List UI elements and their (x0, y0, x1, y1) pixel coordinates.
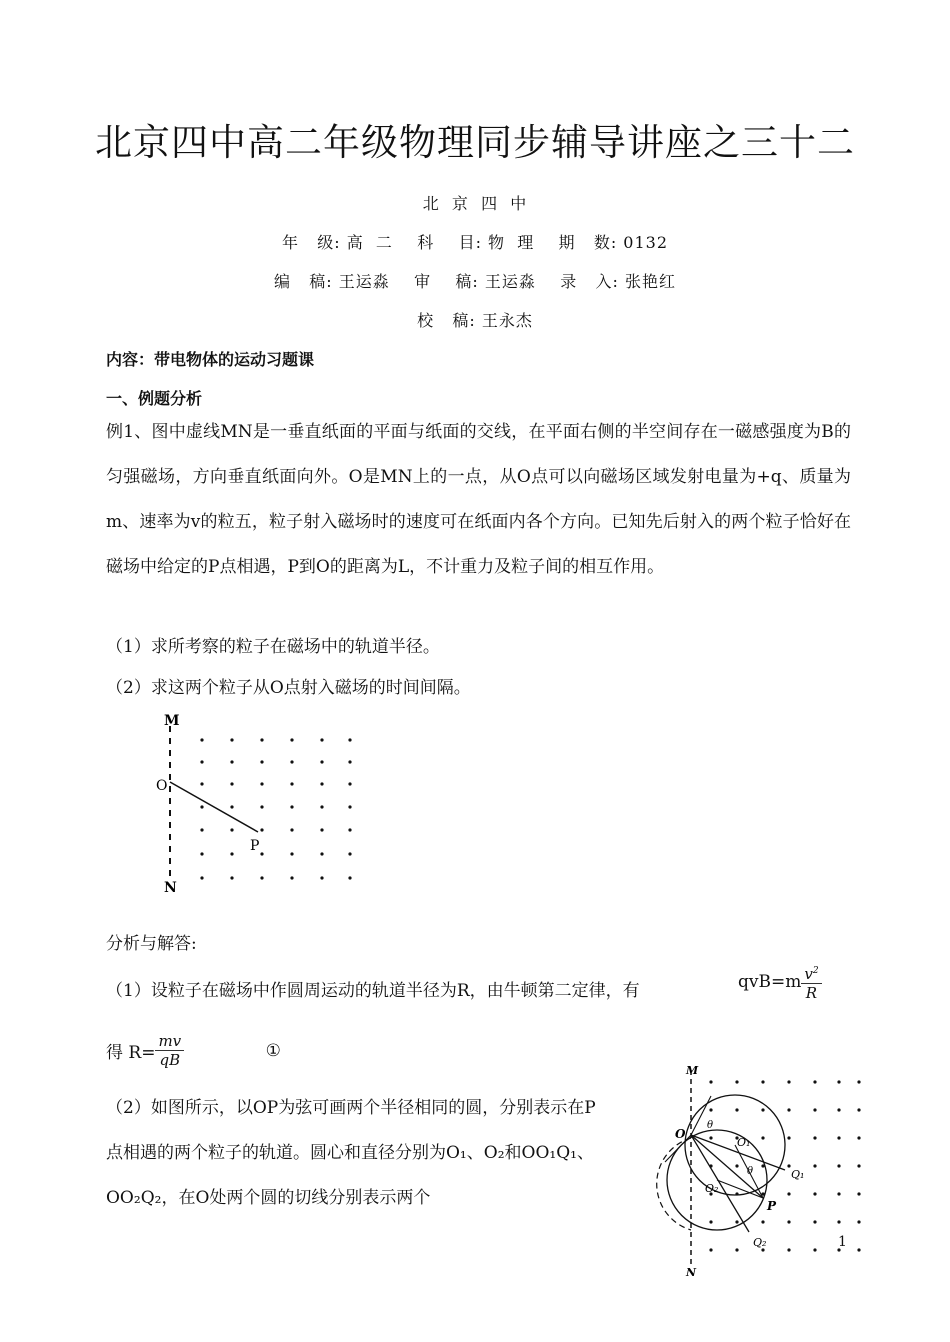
formula-prefix: qvB=m (738, 972, 802, 992)
field-dot (735, 1220, 738, 1223)
label-n: N (164, 880, 177, 896)
field-dot (230, 828, 233, 831)
field-dot (200, 782, 203, 785)
field-dot (348, 876, 351, 879)
field-dot (260, 876, 263, 879)
field-dot (857, 1136, 860, 1139)
field-dot (348, 782, 351, 785)
field-dot (348, 738, 351, 741)
field-dot (200, 738, 203, 741)
field-dot (320, 782, 323, 785)
field-dot (290, 805, 293, 808)
field-dot (837, 1220, 840, 1223)
field-dot (813, 1136, 816, 1139)
field-dots (709, 1080, 860, 1251)
diameter-oq2 (691, 1135, 749, 1232)
field-dot (813, 1248, 816, 1251)
field-dot (320, 738, 323, 741)
field-dot (320, 852, 323, 855)
field-dot (260, 852, 263, 855)
label-o: O (675, 1127, 686, 1141)
field-dot (230, 876, 233, 879)
meta-line-editors: 编 稿: 王运淼 审 稿: 王运淼 录 入: 张艳红 (274, 272, 676, 291)
field-dot (290, 738, 293, 741)
field-dot (837, 1080, 840, 1083)
result-prefix: 得 R= (106, 1043, 156, 1063)
field-dot (260, 760, 263, 763)
field-dot (709, 1220, 712, 1223)
field-dot (857, 1220, 860, 1223)
field-dot (837, 1164, 840, 1167)
field-dot (290, 876, 293, 879)
field-dot (200, 876, 203, 879)
field-dot (761, 1220, 764, 1223)
result-fraction (155, 1032, 184, 1069)
field-dot (709, 1080, 712, 1083)
field-dot (837, 1108, 840, 1111)
meta-line-proofreader: 校 稿: 王永杰 (417, 311, 533, 330)
equation-marker: ① (265, 1040, 281, 1061)
page-title: 北京四中高二年级物理同步辅导讲座之三十二 (95, 121, 855, 164)
field-dot (348, 828, 351, 831)
field-dot (290, 828, 293, 831)
field-dot (787, 1220, 790, 1223)
field-dot (813, 1080, 816, 1083)
field-dot (787, 1108, 790, 1111)
field-dot (230, 760, 233, 763)
field-dot (857, 1080, 860, 1083)
label-q2: Q₂ (753, 1236, 767, 1249)
field-dot (290, 782, 293, 785)
field-dot (200, 760, 203, 763)
label-p: P (767, 1199, 777, 1213)
field-dot (290, 852, 293, 855)
field-dot (857, 1248, 860, 1251)
label-o1: O₁ (737, 1136, 751, 1149)
page-number: 1 (838, 1234, 847, 1250)
segment-op (170, 782, 258, 832)
field-dot (348, 852, 351, 855)
field-dot (709, 1136, 712, 1139)
field-dot (857, 1108, 860, 1111)
formula-fraction (801, 962, 821, 1002)
formula-numerator: $v^2$ (801, 962, 821, 984)
field-dot (260, 738, 263, 741)
radius-result (106, 1032, 281, 1069)
label-theta-2: θ (747, 1166, 754, 1177)
field-dot (230, 852, 233, 855)
field-dot (320, 876, 323, 879)
label-o: O (156, 778, 168, 794)
field-dot (709, 1248, 712, 1251)
figure-1-magnetic-field (150, 712, 370, 897)
field-dot (320, 805, 323, 808)
school-name: 北 京 四 中 (422, 194, 528, 213)
question-2: （2）求这两个粒子从O点射入磁场的时间间隔。 (106, 678, 471, 698)
field-dot (787, 1136, 790, 1139)
field-dot (200, 805, 203, 808)
field-dot (230, 805, 233, 808)
topic-heading: 内容：带电物体的运动习题课 (106, 350, 315, 369)
label-q1: Q₁ (791, 1168, 805, 1181)
field-dot (837, 1136, 840, 1139)
label-n: N (686, 1266, 697, 1279)
field-dot (230, 738, 233, 741)
label-theta-1: θ (707, 1120, 714, 1131)
answer-2-text: （2）如图所示，以OP为弦可画两个半径相同的圆，分别表示在P点相遇的两个粒子的轨道。圆心和直径分别为O₁、O₂和OO₁Q₁、OO₂Q₂，在O处两个圆的切线分别表示两个 (106, 1098, 596, 1208)
result-denominator: qB (159, 1051, 181, 1069)
field-dot (260, 805, 263, 808)
field-dot (787, 1080, 790, 1083)
field-dot (230, 782, 233, 785)
formula-denominator: R (805, 984, 818, 1002)
field-dot (260, 828, 263, 831)
field-dot (290, 760, 293, 763)
field-dots (200, 738, 351, 879)
field-dot (200, 852, 203, 855)
field-dot (761, 1136, 764, 1139)
label-p: P (250, 838, 260, 854)
field-dot (813, 1164, 816, 1167)
field-dot (813, 1192, 816, 1195)
field-dot (787, 1192, 790, 1195)
question-1: （1）求所考察的粒子在磁场中的轨道半径。 (106, 637, 440, 657)
field-dot (787, 1248, 790, 1251)
field-dot (348, 760, 351, 763)
section-heading: 一、例题分析 (106, 389, 203, 408)
result-numerator: mv (155, 1032, 184, 1051)
field-dot (813, 1220, 816, 1223)
label-o2: O₂ (705, 1182, 719, 1195)
field-dot (320, 760, 323, 763)
field-dot (837, 1192, 840, 1195)
field-dot (200, 828, 203, 831)
field-dot (735, 1108, 738, 1111)
label-m: M (164, 713, 180, 729)
field-dot (857, 1192, 860, 1195)
field-dot (761, 1080, 764, 1083)
field-dot (709, 1108, 712, 1111)
field-dot (320, 828, 323, 831)
analysis-heading: 分析与解答: (106, 934, 197, 954)
field-dot (735, 1164, 738, 1167)
field-dot (260, 782, 263, 785)
example-1-text: 例1、图中虚线MN是一垂直纸面的平面与纸面的交线，在平面右侧的半空间存在一磁感强度为B的匀强磁场，方向垂直纸面向外。O是MN上的一点，从O点可以向磁场区域发射电量为+q、质量为m、速率为v的粒五，粒子射入磁场时的速度可在纸面内各个方向。已知先后射入的两个粒子恰好在磁场中给定的P点相遇，P到O的距离为L，不计重力及粒子间的相互作用。 (106, 422, 851, 577)
label-m: M (686, 1064, 699, 1077)
field-dot (735, 1248, 738, 1251)
answer-1-text: （1）设粒子在磁场中作圆周运动的轨道半径为R，由牛顿第二定律，有 (106, 981, 640, 1001)
meta-line-grade: 年 级: 高 二 科 目: 物 理 期 数: 0132 (281, 233, 669, 252)
field-dot (348, 805, 351, 808)
field-dot (735, 1080, 738, 1083)
field-dot (761, 1108, 764, 1111)
field-dot (857, 1164, 860, 1167)
field-dot (813, 1108, 816, 1111)
newton-formula (738, 962, 822, 1002)
